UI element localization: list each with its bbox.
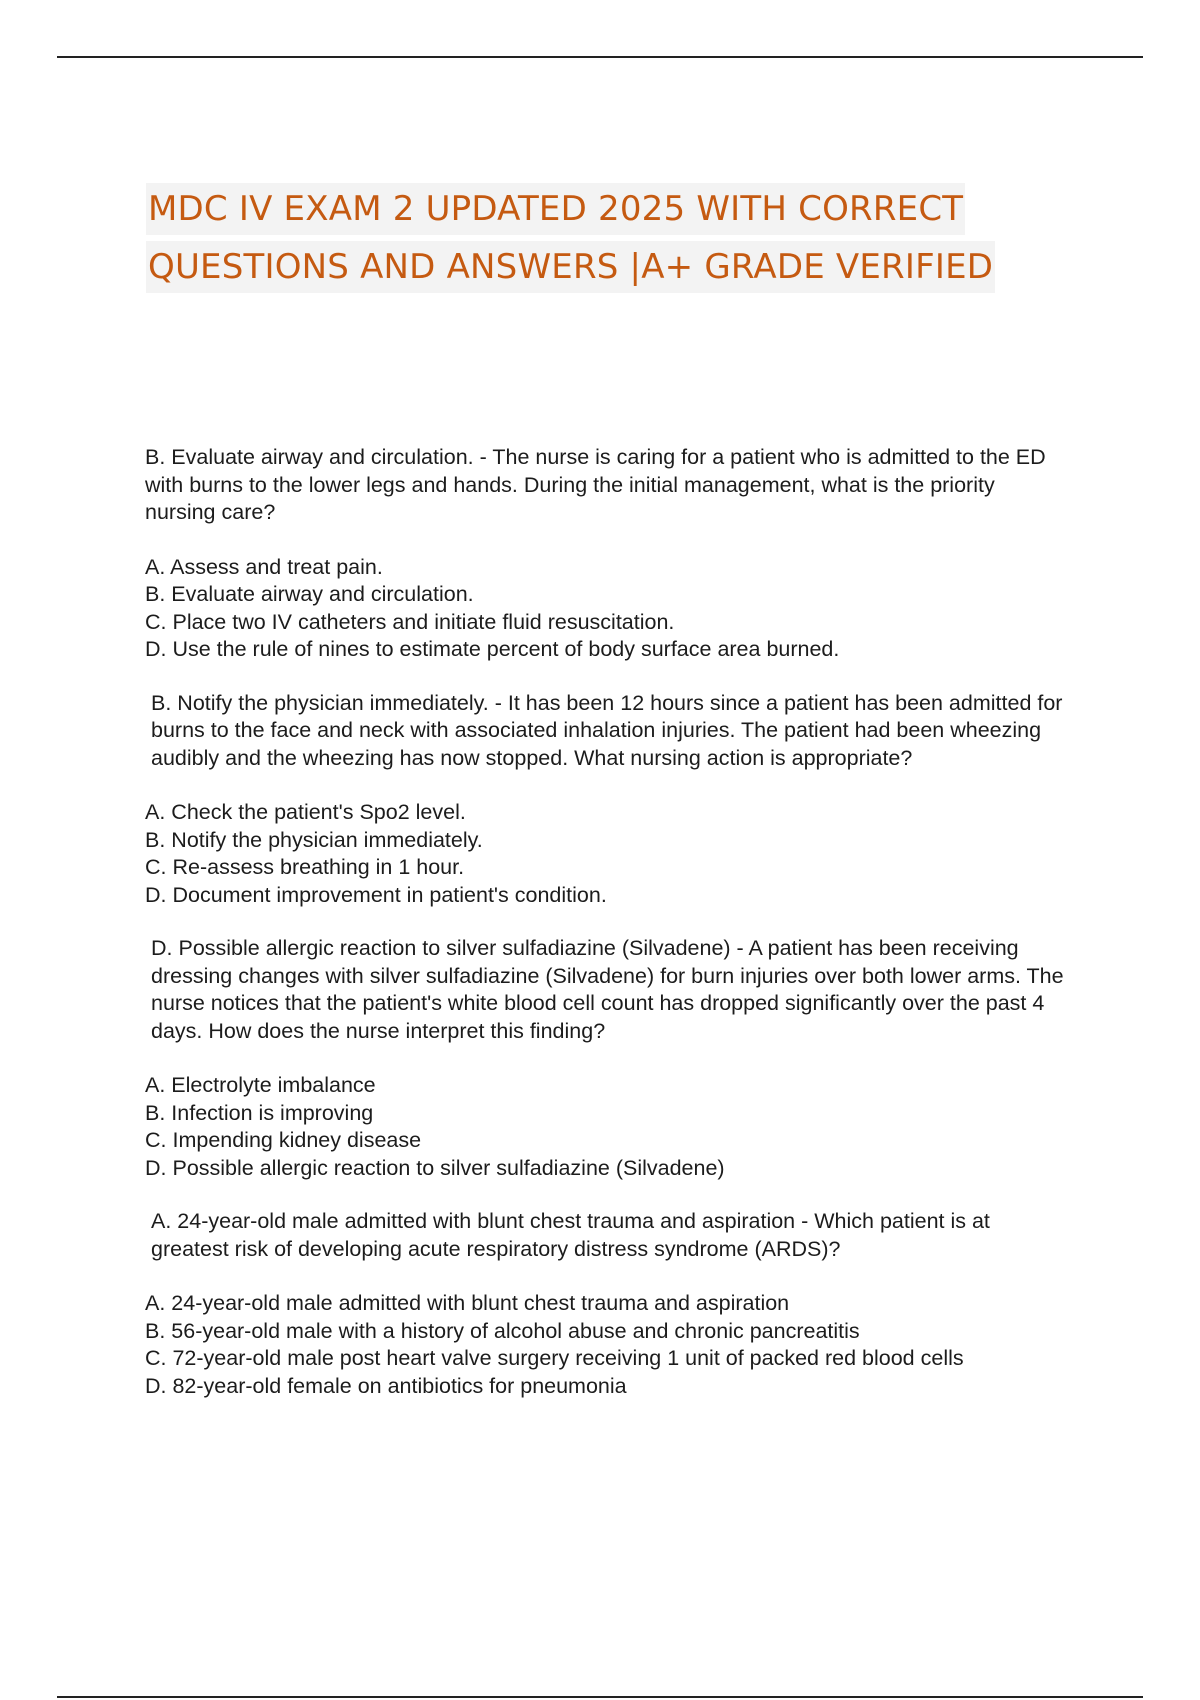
question-text: A. 24-year-old male admitted with blunt chest trauma and aspiration - Which patient is at greatest risk of developing acute respiratory distress syndrome (ARDS)? xyxy=(151,1209,990,1261)
answer-options xyxy=(145,1290,1065,1400)
answer-option: A. Assess and treat pain. xyxy=(145,554,383,579)
answer-option: C. 72-year-old male post heart valve surgery receiving 1 unit of packed red blood cells xyxy=(145,1346,964,1370)
answer-option: D. Document improvement in patient's condition. xyxy=(145,882,607,907)
answer-option: B. Evaluate airway and circulation. xyxy=(145,582,474,606)
question-text: B. Notify the physician immediately. - It has been 12 hours since a patient has been admitted for burns to the face and neck with associated inhalation injuries. The patient had been wheezing audibly and the wheezing has now stopped. What nursing action is appropriate? xyxy=(151,690,1063,770)
bottom-rule xyxy=(57,1696,1143,1698)
document-title xyxy=(146,183,1046,299)
qa-item-4 xyxy=(145,1208,1065,1400)
answer-option: B. 56-year-old male with a history of alcohol abuse and chronic pancreatitis xyxy=(145,1318,860,1343)
answer-options xyxy=(145,1072,1065,1182)
question-text: B. Evaluate airway and circulation. - The nurse is caring for a patient who is admitted to the ED with burns to the lower legs and hands. During the initial management, what is the priority nursing care? xyxy=(145,445,1046,524)
answer-option: A. Electrolyte imbalance xyxy=(145,1073,376,1097)
answer-option: C. Place two IV catheters and initiate fluid resuscitation. xyxy=(145,609,675,634)
answer-option: D. Use the rule of nines to estimate percent of body surface area burned. xyxy=(145,637,840,661)
answer-options xyxy=(145,799,1065,909)
answer-option: D. 82-year-old female on antibiotics for pneumonia xyxy=(145,1373,627,1398)
title-line-2: QUESTIONS AND ANSWERS |A+ GRADE VERIFIED xyxy=(146,241,995,293)
title-line-1: MDC IV EXAM 2 UPDATED 2025 WITH CORRECT xyxy=(146,183,965,235)
answer-option: A. Check the patient's Spo2 level. xyxy=(145,800,466,824)
answer-option: A. 24-year-old male admitted with blunt chest trauma and aspiration xyxy=(145,1291,790,1315)
answer-option: D. Possible allergic reaction to silver sulfadiazine (Silvadene) xyxy=(145,1155,725,1180)
answer-option: B. Notify the physician immediately. xyxy=(145,827,483,852)
document-body xyxy=(145,444,1065,1426)
qa-item-2 xyxy=(145,690,1065,910)
answer-option: B. Infection is improving xyxy=(145,1100,374,1125)
answer-option: C. Re-assess breathing in 1 hour. xyxy=(145,855,465,879)
top-rule xyxy=(57,56,1143,58)
answer-options xyxy=(145,554,1065,664)
question-text: D. Possible allergic reaction to silver sulfadiazine (Silvadene) - A patient has been receiving dressing changes with silver sulfadiazine (Silvadene) for burn injuries over both lower arms. The nurse notices that the patient's white blood cell count has dropped significantly over the past 4 days. How does the nurse interpret this finding? xyxy=(151,936,1064,1043)
qa-item-1 xyxy=(145,444,1065,664)
answer-option: C. Impending kidney disease xyxy=(145,1128,422,1152)
qa-item-3 xyxy=(145,935,1065,1182)
